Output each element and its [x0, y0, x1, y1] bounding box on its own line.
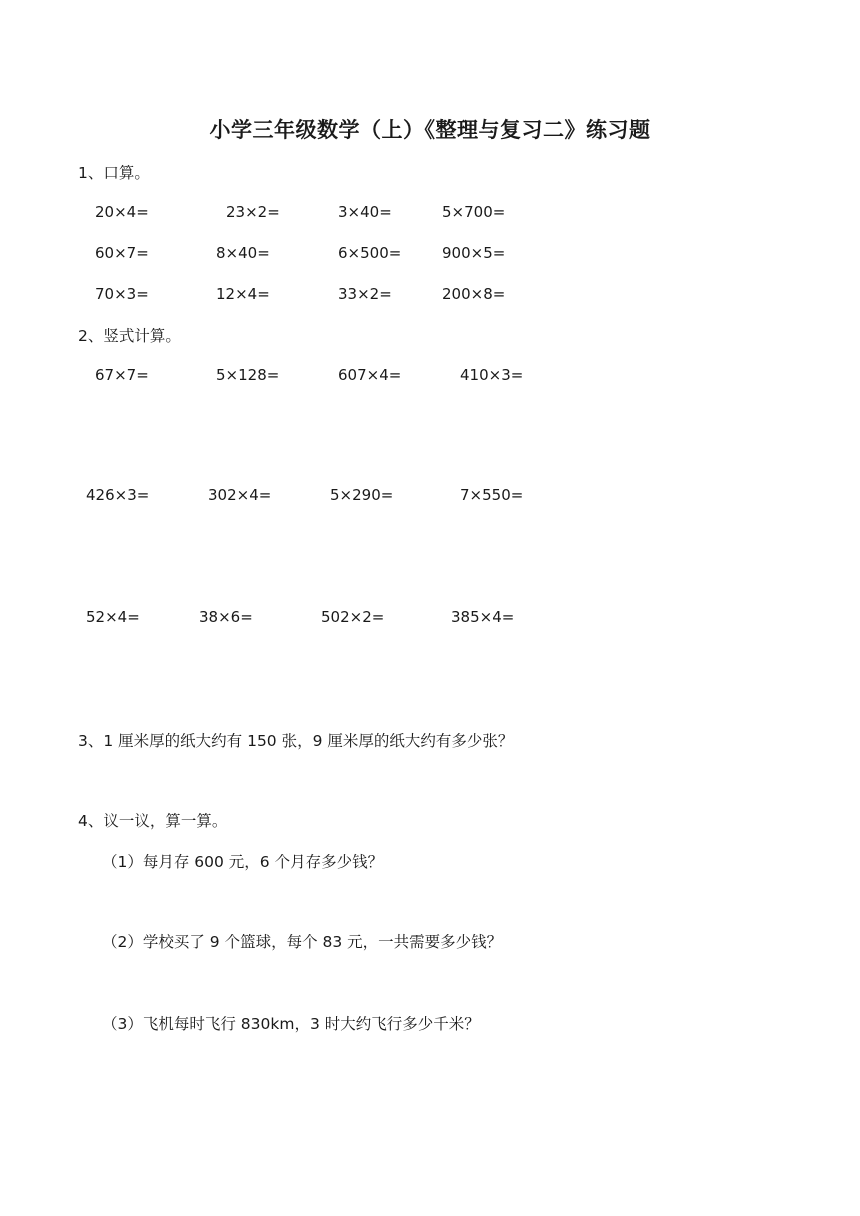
problem: 12×4=: [216, 285, 270, 303]
problem: 8×40=: [216, 244, 270, 262]
problem: 52×4=: [86, 608, 140, 626]
problem: 70×3=: [95, 285, 149, 303]
problem: 5×128=: [216, 366, 280, 384]
section4-heading: 4、议一议，算一算。: [78, 812, 228, 830]
problem: 410×3=: [460, 366, 524, 384]
problem: 38×6=: [199, 608, 253, 626]
problem: 5×290=: [330, 486, 394, 504]
problem: 302×4=: [208, 486, 272, 504]
section4-question-1: （1）每月存 600 元，6 个月存多少钱？: [102, 853, 384, 871]
problem: 33×2=: [338, 285, 392, 303]
section2-heading: 2、竖式计算。: [78, 327, 181, 345]
problem: 20×4=: [95, 203, 149, 221]
page-title: 小学三年级数学（上）《整理与复习二》练习题: [209, 118, 651, 142]
problem: 5×700=: [442, 203, 506, 221]
problem: 6×500=: [338, 244, 402, 262]
section4-question-2: （2）学校买了 9 个篮球，每个 83 元，一共需要多少钱？: [102, 933, 503, 951]
problem: 385×4=: [451, 608, 515, 626]
problem: 900×5=: [442, 244, 506, 262]
problem: 23×2=: [226, 203, 280, 221]
section1-heading: 1、口算。: [78, 164, 150, 182]
problem: 7×550=: [460, 486, 524, 504]
problem: 60×7=: [95, 244, 149, 262]
section3-question: 3、1 厘米厚的纸大约有 150 张，9 厘米厚的纸大约有多少张？: [78, 732, 514, 750]
problem: 200×8=: [442, 285, 506, 303]
problem: 3×40=: [338, 203, 392, 221]
problem: 426×3=: [86, 486, 150, 504]
problem: 502×2=: [321, 608, 385, 626]
problem: 67×7=: [95, 366, 149, 384]
problem: 607×4=: [338, 366, 402, 384]
section4-question-3: （3）飞机每时飞行 830km，3 时大约飞行多少千米？: [102, 1015, 480, 1033]
